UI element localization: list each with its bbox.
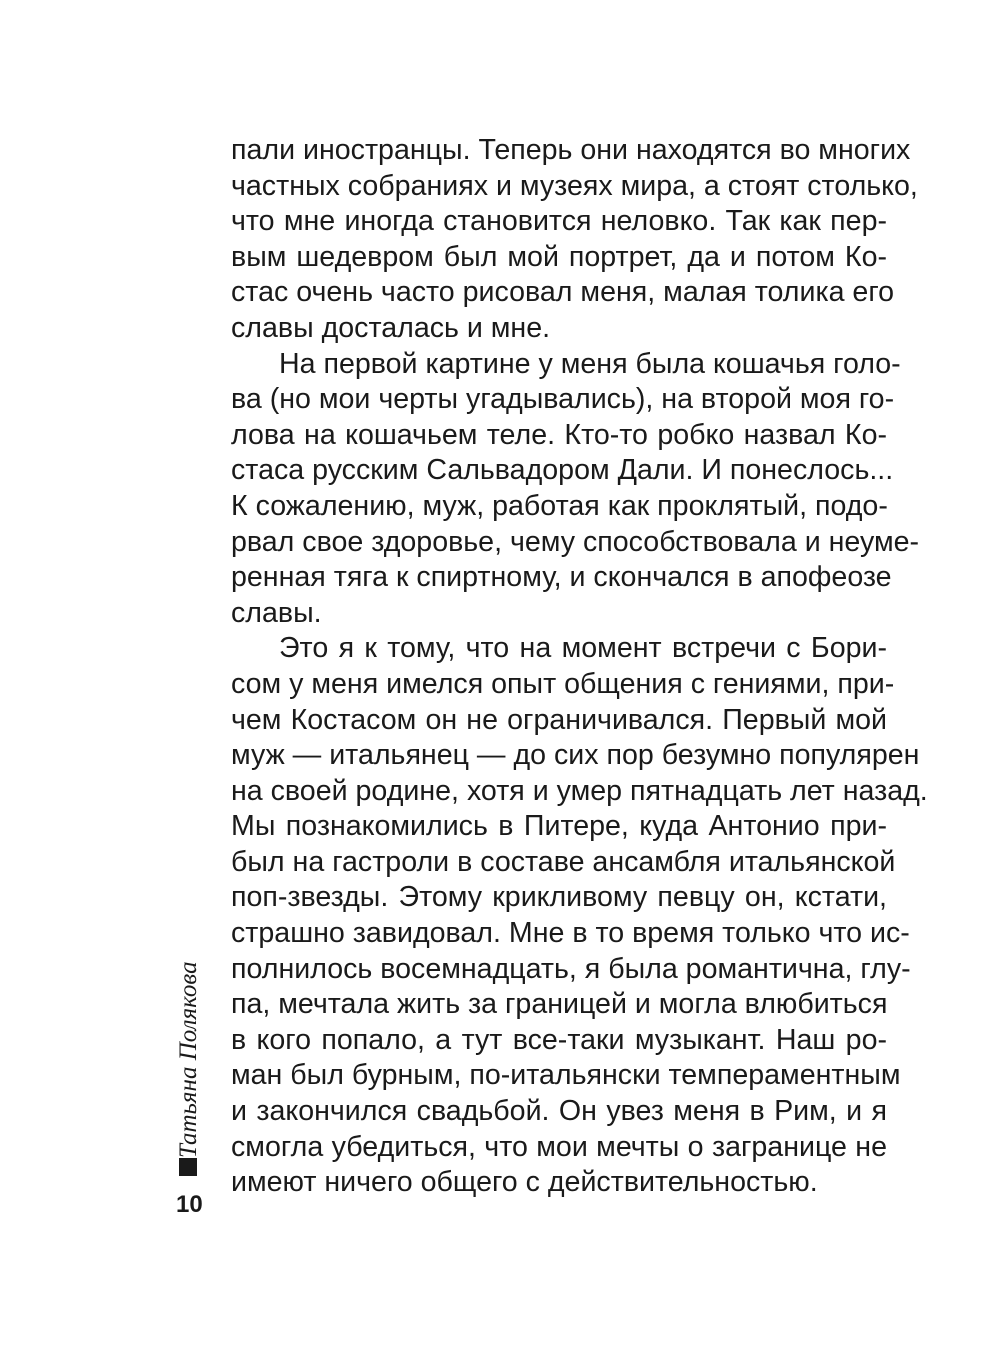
text-line: стаса русским Сальвадором Дали. И понеслось... <box>231 454 894 487</box>
body-text <box>231 133 928 1201</box>
text-line: ренная тяга к спиртному, и скончался в апофеозе <box>231 561 892 594</box>
text-line: славы досталась и мне. <box>231 311 551 344</box>
text-line: ва (но мои черты угадывались), на второй моя го- <box>231 383 895 416</box>
text-line: и закончился свадьбой. Он увез меня в Рим, и я <box>231 1095 887 1128</box>
text-line: поп-звезды. Этому крикливому певцу он, кстати, <box>231 881 887 914</box>
text-line: на своей родине, хотя и умер пятнадцать лет назад. <box>231 774 928 807</box>
text-line: в кого попало, а тут все-таки музыкант. Наш ро- <box>231 1023 887 1056</box>
text-line: стас очень часто рисовал меня, малая толика его <box>231 276 895 309</box>
text-line: На первой картине у меня была кошачья голо- <box>279 347 901 380</box>
page-marker-square <box>179 1158 197 1176</box>
text-line: полнилось восемнадцать, я была романтична, глу- <box>231 952 911 985</box>
text-line: страшно завидовал. Мне в то время только что ис- <box>231 917 910 950</box>
text-line: ман был бурным, по-итальянски темпераментным <box>231 1059 901 1092</box>
text-line: был на гастроли в составе ансамбля итальянской <box>231 845 896 878</box>
text-line: Это я к тому, что на момент встречи с Бори- <box>279 632 887 665</box>
text-line: чем Костасом он не ограничивался. Первый мой <box>231 703 887 736</box>
page-number: 10 <box>176 1191 203 1218</box>
text-line: вым шедевром был мой портрет, да и потом Ко- <box>231 240 887 273</box>
text-line: муж — итальянец — до сих пор безумно популярен <box>231 739 920 772</box>
text-line: Мы познакомились в Питере, куда Антонио при- <box>231 810 887 843</box>
text-line: па, мечтала жить за границей и могла влюбиться <box>231 988 888 1021</box>
text-line: лова на кошачьем теле. Кто-то робко назвал Ко- <box>231 418 887 451</box>
text-line: славы. <box>231 596 322 629</box>
text-line: частных собраниях и музеях мира, а стоят столько, <box>231 169 918 202</box>
text-line: смогла убедиться, что мои мечты о загранице не <box>231 1130 887 1163</box>
author-name: Татьяна Полякова <box>175 961 202 1158</box>
text-line: что мне иногда становится неловко. Так как пер- <box>231 205 887 238</box>
text-line: сом у меня имелся опыт общения с гениями, при- <box>231 667 895 700</box>
text-line: имеют ничего общего с действительностью. <box>231 1166 818 1199</box>
text-line: пали иностранцы. Теперь они находятся во многих <box>231 134 911 166</box>
text-line: К сожалению, муж, работая как проклятый, подо- <box>231 489 888 522</box>
text-line: рвал свое здоровье, чему способствовала и неуме- <box>231 525 920 558</box>
